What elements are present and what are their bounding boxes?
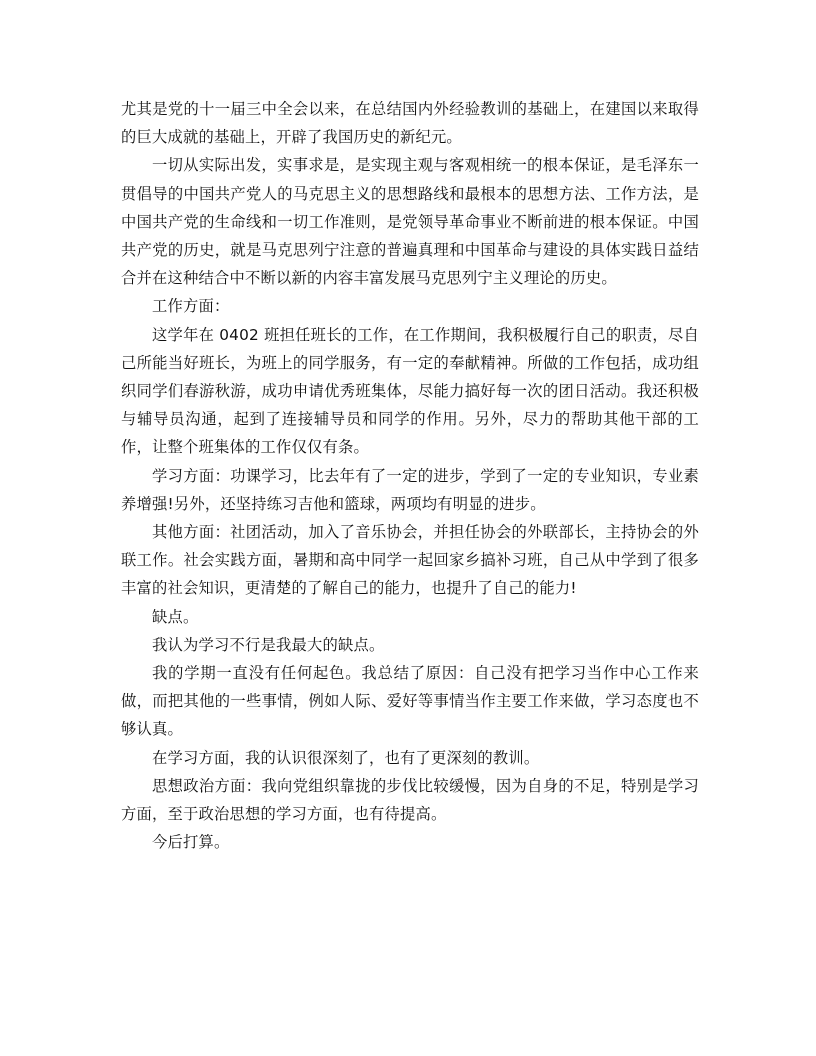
- paragraph-study: 学习方面：功课学习，比去年有了一定的进步，学到了一定的专业知识，专业素养增强!另外，还坚持练习吉他和篮球，两项均有明显的进步。: [121, 466, 699, 513]
- heading-shortcomings: 缺点。: [152, 607, 199, 626]
- paragraph-continuation: 尤其是党的十一届三中全会以来，在总结国内外经验教训的基础上，在建国以来取得的巨大成就的基础上，开辟了我国历史的新纪元。: [121, 100, 699, 147]
- paragraph-reasons: 我的学期一直没有任何起色。我总结了原因：自己没有把学习当作中心工作来做，而把其他的一些事情，例如人际、爱好等事情当作主要工作来做，学习态度也不够认真。: [121, 664, 699, 739]
- paragraph-biggest-shortcoming: 我认为学习不行是我最大的缺点。: [152, 635, 385, 654]
- paragraph-lesson: 在学习方面，我的认识很深刻了，也有了更深刻的教训。: [152, 748, 540, 767]
- paragraph-work: 这学年在 0402 班担任班长的工作，在工作期间，我积极履行自己的职责，尽自己所能当好班长，为班上的同学服务，有一定的奉献精神。所做的工作包括，成功组织同学们春游秋游，成功申请优秀班集体，尽能力搞好每一次的团日活动。我还积极与辅导员沟通，起到了连接辅导员和同学的作用。另外，尽力的帮助其他干部的工作，让整个班集体的工作仅仅有条。: [121, 325, 699, 457]
- heading-future-plans: 今后打算。: [152, 833, 230, 852]
- paragraph-other: 其他方面：社团活动，加入了音乐协会，并担任协会的外联部长，主持协会的外联工作。社会实践方面，暑期和高中同学一起回家乡搞补习班，自己从中学到了很多丰富的社会知识，更清楚的了解自己的能力，也提升了自己的能力!: [121, 523, 699, 598]
- heading-work: 工作方面：: [152, 297, 230, 316]
- paragraph-political: 思想政治方面：我向党组织靠拢的步伐比较缓慢，因为自身的不足，特别是学习方面，至于政治思想的学习方面，也有待提高。: [121, 776, 699, 824]
- document-page: [121, 95, 699, 856]
- paragraph-seek-truth: 一切从实际出发，实事求是，是实现主观与客观相统一的根本保证，是毛泽东一贯倡导的中国共产党人的马克思主义的思想路线和最根本的思想方法、工作方法，是中国共产党的生命线和一切工作准则，是党领导革命事业不断前进的根本保证。中国共产党的历史，就是马克思列宁注意的普遍真理和中国革命与建设的具体实践日益结合并在这种结合中不断以新的内容丰富发展马克思列宁主义理论的历史。: [121, 156, 699, 288]
